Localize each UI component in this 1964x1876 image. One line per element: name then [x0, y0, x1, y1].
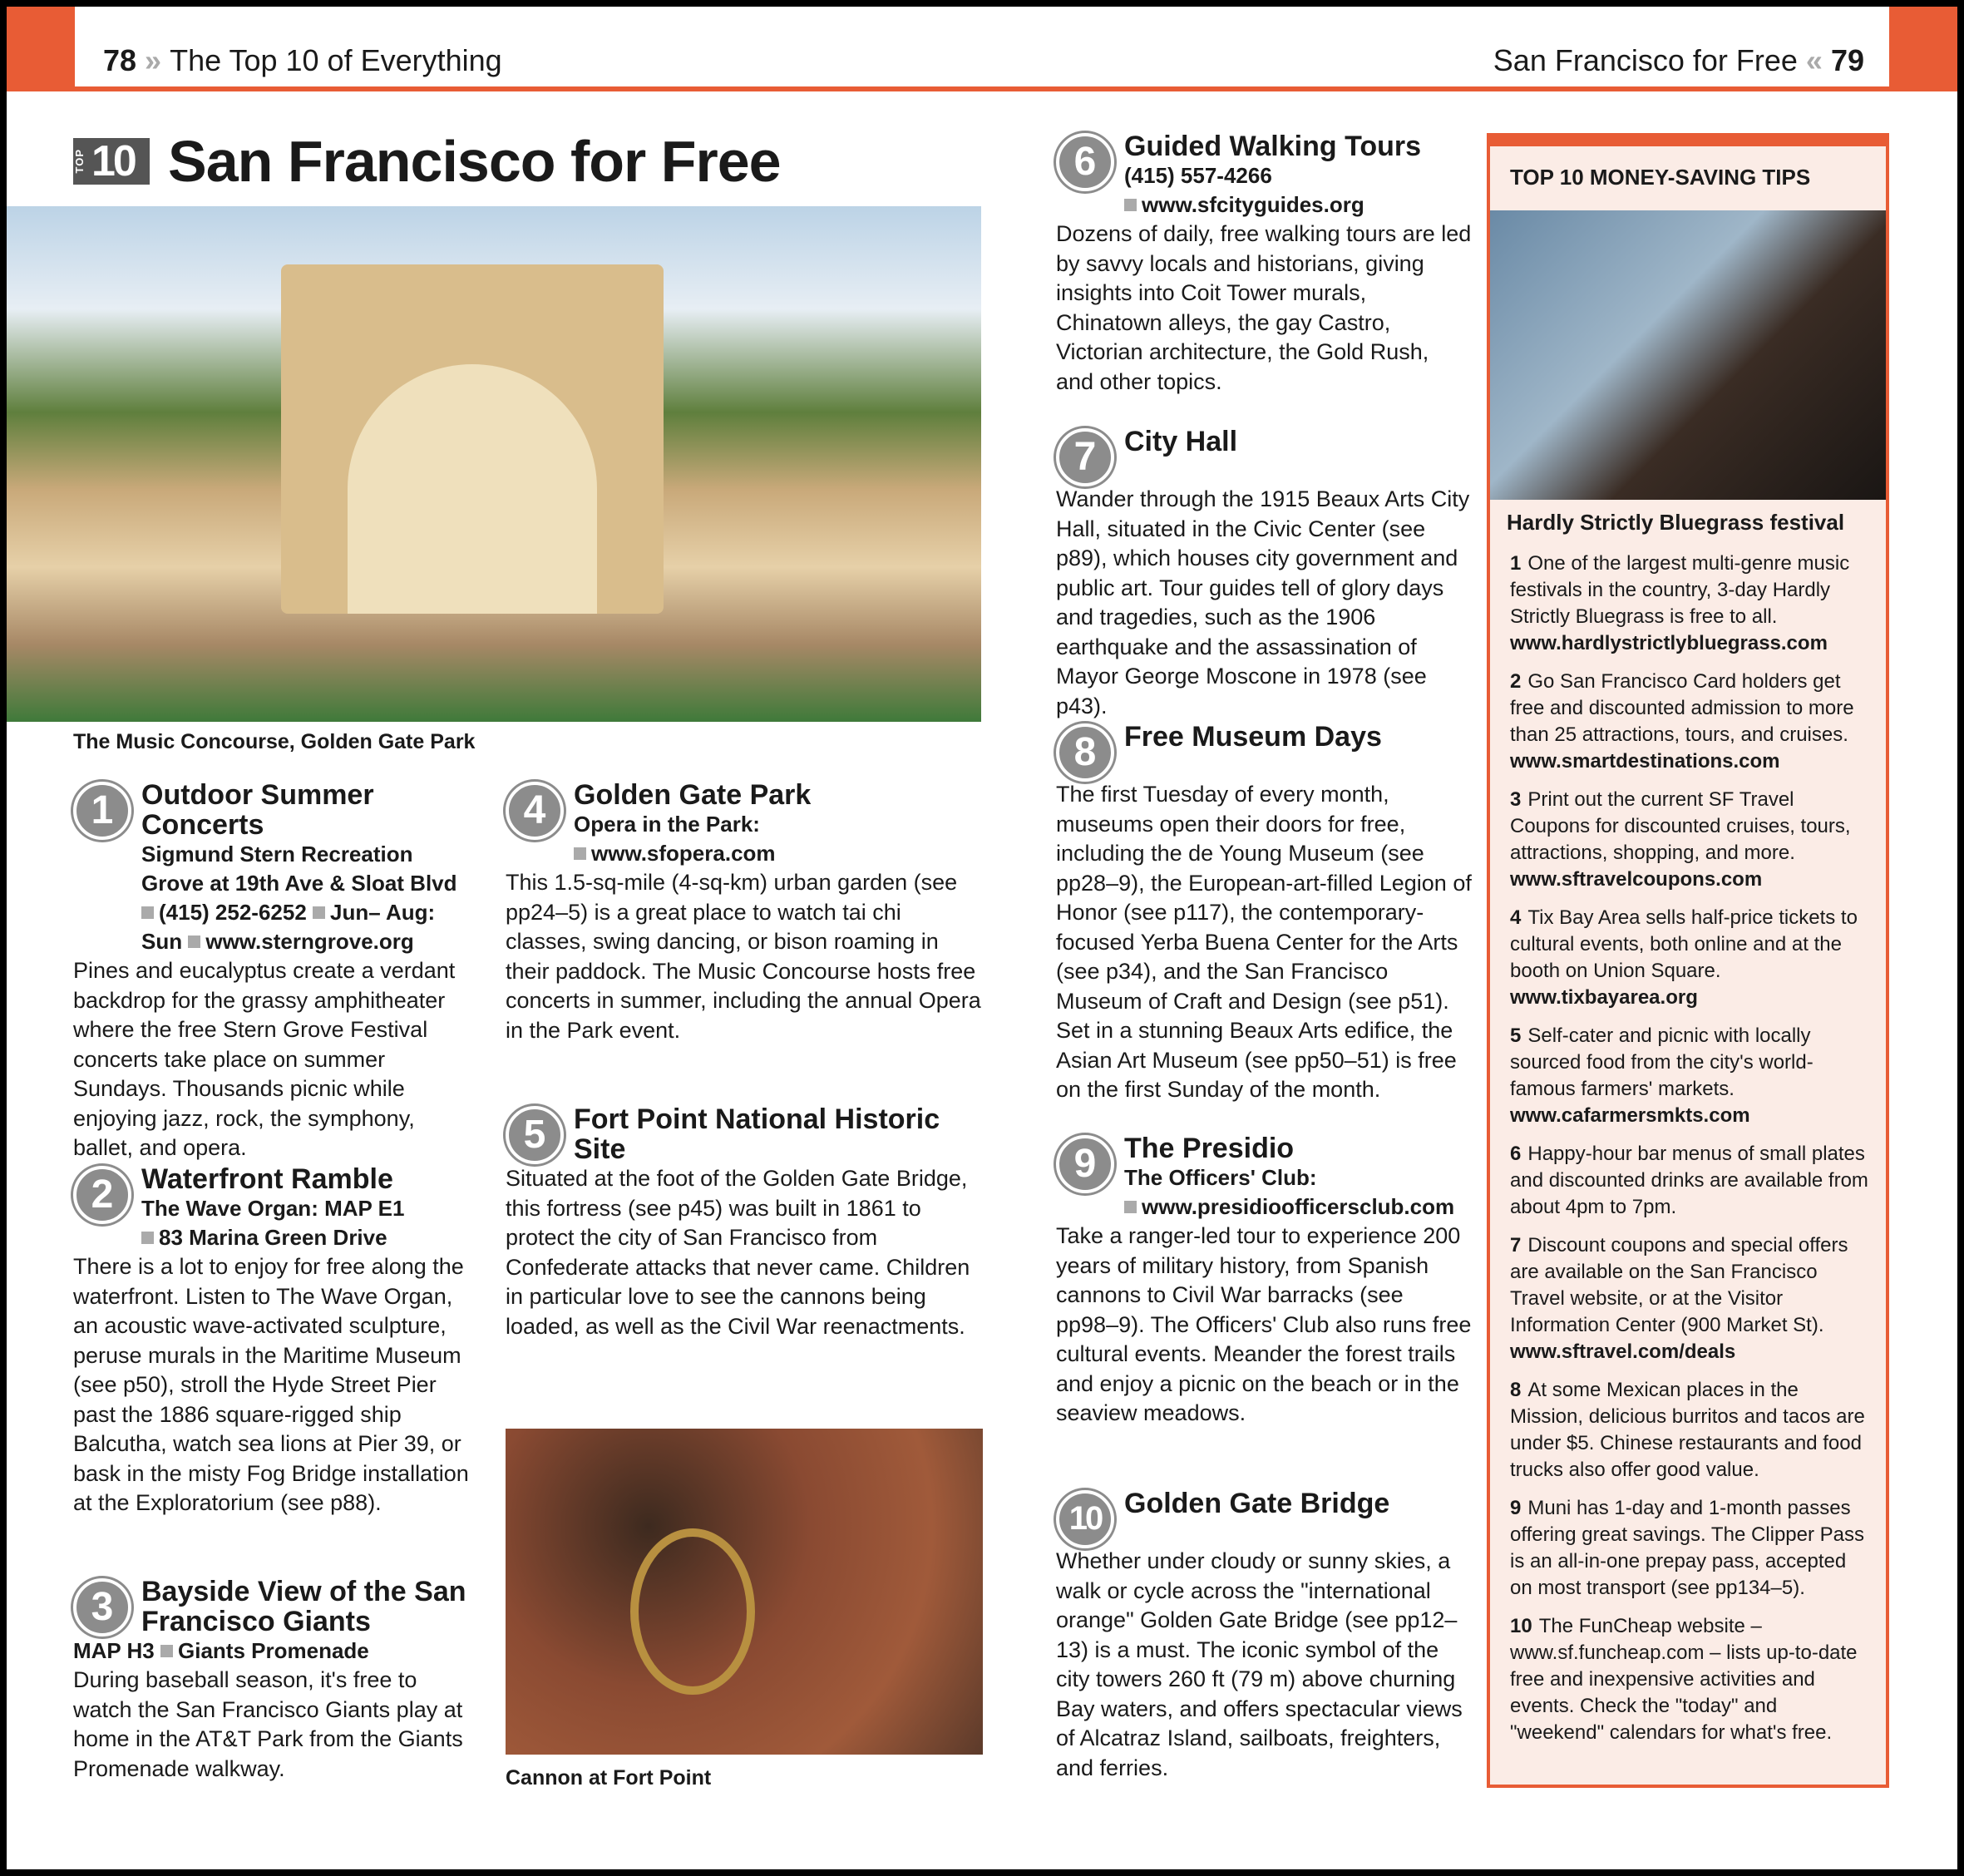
entry-title: Outdoor Summer Concerts [141, 779, 374, 841]
page-title [73, 128, 781, 195]
tip-link[interactable]: www.sftravelcoupons.com [1510, 868, 1763, 891]
entry-body: During baseball season, it's free to watch the San Francisco Giants play at home in the AT&T Park from the Giants Promenade walkway. [73, 1667, 463, 1781]
number-badge: 8 [1056, 723, 1114, 782]
entry-8 [1056, 722, 1472, 1105]
entry-details: Sigmund Stern Recreation Grove at 19th Ave & Sloat Blvd (415) 252-6252 Jun– Aug: Sun www.sterngrove.org [141, 842, 457, 954]
header-accent-left [7, 7, 75, 90]
tip-item: 8 At some Mexican places in the Mission, delicious burritos and tacos are under $5. Chinese restaurants and food trucks also offer good value. [1510, 1379, 1865, 1481]
tip-item: 4 Tix Bay Area sells half-price tickets to cultural events, both online and at the booth on Union Square. www.tixbayarea.org [1510, 905, 1873, 1011]
tip-item: 9 Muni has 1-day and 1-month passes offering great savings. The Clipper Pass is an all-in-one prepay pass, accepted on most transport (see pp134–5). [1510, 1497, 1865, 1599]
entry-title: Waterfront Ramble [141, 1163, 393, 1195]
entry-body: Take a ranger-led tour to experience 200 years of military history, from Spanish cannons to Civil War barracks (see pp98–9). The Officers' Club also runs free cultural events. Meander the forest trails and enjoy a picnic on the beach or in the seaview meadows. [1056, 1223, 1472, 1425]
tip-item: 7 Discount coupons and special offers are available on the San Francisco Travel website, or at the Visitor Information Center (900 Market St). www.sftravel.com/deals [1510, 1232, 1873, 1365]
number-badge: 9 [1056, 1135, 1114, 1193]
tip-link[interactable]: www.hardlystrictlybluegrass.com [1510, 632, 1828, 654]
entry-details: Opera in the Park: [574, 812, 760, 837]
tip-item: 2 Go San Francisco Card holders get free and discounted admission to more than 25 attractions, tours, and cruises. www.smartdestinations.com [1510, 669, 1873, 775]
entry-details: The Officers' Club: [1124, 1165, 1317, 1190]
entry-details: www.sfopera.com [574, 839, 984, 868]
title-text: San Francisco for Free [168, 129, 781, 194]
entry-body: The first Tuesday of every month, museums open their doors for free, including the de Young Museum (see pp28–9), the European-art-filled Legion of Honor (see p117), the contemporary-focused Yerba Buena Center for the Arts (see p34), and the San Francisco Museum of Craft and Design (see p51). Set in a stunning Beaux Arts edifice, the Asian Art Museum (see pp50–51) is free on the first Sunday of the month. [1056, 782, 1472, 1102]
tip-item: 6 Happy-hour bar menus of small plates and discounted drinks are available from about 4pm to 7pm. [1510, 1143, 1868, 1218]
number-badge: 7 [1056, 428, 1114, 486]
entry-body: Situated at the foot of the Golden Gate Bridge, this fortress (see p45) was built in 1861 to protect the city of San Francisco from Confederate attacks that never came. Children in particular love to see the cannons being loaded, as well as the Civil War reenactments. [506, 1166, 970, 1339]
entry-body: Wander through the 1915 Beaux Arts City Hall, situated in the Civic Center (see p89), which houses city government and public art. Tour guides tell of glory days and tragedies, such as the 1906 earthquake and the assassination of Mayor George Moscone in 1978 (see p43). [1056, 486, 1470, 718]
entry-title: Fort Point National Historic Site [574, 1103, 940, 1165]
entry-details: (415) 557-4266 [1124, 163, 1272, 188]
tip-link[interactable]: www.sftravel.com/deals [1510, 1340, 1736, 1363]
entry-title: Golden Gate Park [574, 779, 812, 811]
entry-4 [506, 780, 984, 1045]
number-badge: 4 [506, 782, 564, 840]
cannon-photo [506, 1429, 983, 1755]
entry-5 [506, 1104, 984, 1341]
tip-item: 3 Print out the current SF Travel Coupons for discounted cruises, tours, attractions, shopping, and more. www.sftravelcoupons.com [1510, 787, 1873, 893]
number-badge: 1 [73, 782, 131, 840]
chevron-left-icon: « [1805, 43, 1823, 77]
entry-details: The Wave Organ: MAP E1 [141, 1196, 405, 1221]
entry-10 [1056, 1488, 1472, 1783]
top10-logo: TOP 10 [73, 138, 150, 185]
tip-item: 5 Self-cater and picnic with locally sourced food from the city's world-famous farmers' markets. www.cafarmersmkts.com [1510, 1023, 1873, 1129]
entry-2 [73, 1164, 472, 1518]
photo-caption: Hardly Strictly Bluegrass festival [1507, 510, 1845, 535]
number-badge: 10 [1056, 1490, 1114, 1548]
entry-body: Pines and eucalyptus create a verdant backdrop for the grassy amphitheater where the free Stern Grove Festival concerts take place on summer Sundays. Thousands picnic while enjoying jazz, rock, the symphony, ballet, and opera. [73, 958, 456, 1160]
section-title: The Top 10 of Everything [170, 43, 502, 77]
entry-details: www.sfcityguides.org [1124, 190, 1472, 220]
number-badge: 5 [506, 1106, 564, 1164]
number-badge: 3 [73, 1578, 131, 1637]
number-badge: 6 [1056, 133, 1114, 191]
tip-item: 10 The FunCheap website – www.sf.funcheap.com – lists up-to-date free and inexpensive activities and events. Check the "today" and "weekend" calendars for what's free. [1510, 1615, 1858, 1744]
tip-link[interactable]: www.tixbayarea.org [1510, 986, 1698, 1009]
running-head-left [103, 43, 502, 78]
photo-caption: The Music Concourse, Golden Gate Park [73, 730, 476, 753]
tip-item: 1 One of the largest multi-genre music festivals in the country, 3-day Hardly Strictly Bluegrass is free to all. www.hardlystrictlybluegrass.com [1510, 550, 1873, 657]
entry-details: 83 Marina Green Drive [141, 1223, 472, 1252]
entry-title: City Hall [1124, 426, 1238, 457]
music-concourse-photo [7, 206, 981, 722]
entry-title: The Presidio [1124, 1133, 1295, 1164]
entry-title: Golden Gate Bridge [1124, 1488, 1390, 1519]
entry-9 [1056, 1133, 1472, 1429]
section-title: San Francisco for Free [1493, 43, 1798, 77]
tip-link[interactable]: www.cafarmersmkts.com [1510, 1104, 1750, 1127]
number-badge: 2 [73, 1166, 131, 1224]
bluegrass-festival-photo [1490, 210, 1886, 500]
header-rule [7, 86, 1957, 91]
page-number: 79 [1830, 43, 1864, 77]
sidebar-title: TOP 10 MONEY-SAVING TIPS [1510, 165, 1811, 190]
page [7, 7, 1957, 1869]
entry-title: Free Museum Days [1124, 721, 1382, 753]
entry-details: MAP H3 Giants Promenade [73, 1638, 369, 1663]
entry-3 [73, 1577, 472, 1784]
entry-1 [73, 780, 472, 1163]
header-accent-right [1889, 7, 1957, 90]
entry-title: Guided Walking Tours [1124, 131, 1421, 162]
entry-details: www.presidioofficersclub.com [1124, 1192, 1472, 1222]
entry-7 [1056, 427, 1472, 721]
chevron-right-icon: » [145, 43, 162, 77]
photo-caption: Cannon at Fort Point [506, 1766, 712, 1790]
money-saving-tips-sidebar [1487, 133, 1889, 1788]
entry-title: Bayside View of the San Francisco Giants [141, 1576, 466, 1637]
tip-link[interactable]: www.smartdestinations.com [1510, 750, 1780, 773]
entry-body: Whether under cloudy or sunny skies, a walk or cycle across the "international orange" Golden Gate Bridge (see pp12–13) is a must. The iconic symbol of the city towers 260 ft (79 m) above churning Bay waters, and offers spectacular views of Alcatraz Island, sailboats, freighters, and ferries. [1056, 1548, 1463, 1780]
running-head-right [1493, 43, 1864, 78]
entry-6 [1056, 131, 1472, 397]
entry-body: Dozens of daily, free walking tours are led by savvy locals and historians, giving insights into Coit Tower murals, Chinatown alleys, the gay Castro, Victorian architecture, the Gold Rush, and other topics. [1056, 221, 1472, 394]
entry-body: There is a lot to enjoy for free along the waterfront. Listen to The Wave Organ, an acoustic wave-activated sculpture, peruse murals in the Maritime Museum (see p50), stroll the Hyde Street Pier past the 1886 square-rigged ship Balcutha, watch sea lions at Pier 39, or bask in the misty Fog Bridge installation at the Exploratorium (see p88). [73, 1254, 469, 1515]
entry-body: This 1.5-sq-mile (4-sq-km) urban garden (see pp24–5) is a great place to watch tai chi classes, swing dancing, or bison roaming in their paddock. The Music Concourse hosts free concerts in summer, including the annual Opera in the Park event. [506, 870, 981, 1043]
page-number: 78 [103, 43, 137, 77]
